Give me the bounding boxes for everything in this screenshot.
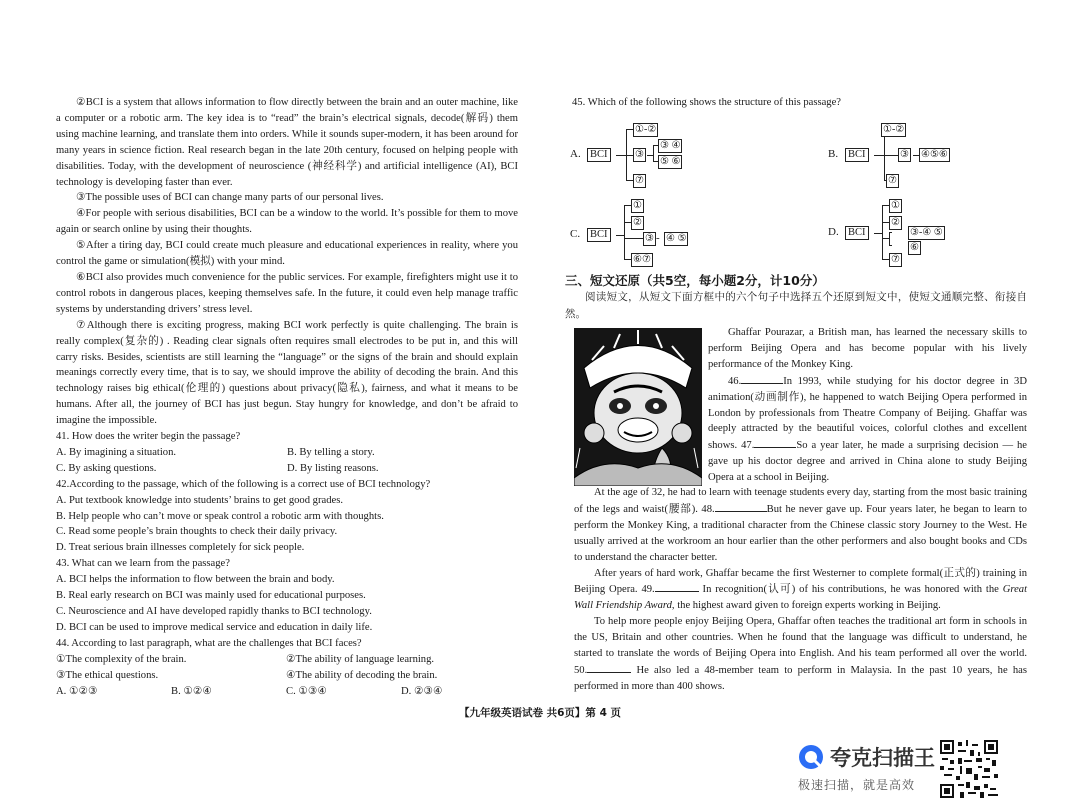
node-4-5-6: ④⑤⑥ (921, 149, 948, 160)
quark-logo-icon (798, 744, 824, 770)
paragraph-6: ⑥BCI also provides much convenience for the public services. For example, firefighters might use it to control robots in dangerous places, keeping themselves safe. In the future, it could even help manage traffic systems by understanding drivers’ stress level. (56, 271, 518, 315)
s3-paragraph-5b: He also led a 48-member team to perform in Malaysia. In the past 10 years, he has performed in more than 400 shows. (574, 664, 1027, 692)
q43-option-b[interactable]: B. Real early research on BCI was mainly used for educational purposes. (56, 590, 366, 602)
q45-label-c: C. (570, 228, 581, 240)
q41-options-row1 (56, 445, 518, 461)
page-footer: 【九年级英语试卷 共6页】第 4 页 (458, 707, 622, 719)
brand-slogan: 极速扫描，就是高效 (798, 778, 916, 792)
scanner-brand (798, 742, 938, 793)
q44-items-row1 (56, 652, 518, 668)
blank-47-label: 47. (741, 440, 755, 452)
blank-50-label: 50. (574, 664, 588, 676)
q41-options-row2 (56, 461, 518, 477)
passage-beside-image (708, 325, 1027, 486)
q44-option-b[interactable]: B. ①②④ (171, 685, 212, 697)
monkey-king-illustration (574, 328, 702, 486)
blank-48-label: 48. (701, 503, 715, 515)
right-column (572, 95, 1027, 111)
q42-option-a[interactable]: A. Put textbook knowledge into students’ brains to get good grades. (56, 494, 343, 506)
s3-paragraph-4a: After years of hard work, Ghaffar became the first Westerner to complete formal(正式的) training in Beijing Opera. (574, 567, 1027, 596)
node-2: ② (891, 217, 900, 228)
s3-paragraph-3 (574, 485, 1027, 566)
s3-paragraph-2b: So a year later, he made a surprising decision — he gave up his doctor degree and arrived in China alone to study Beijing Opera at a school in Beijing. (708, 440, 1028, 484)
q44-stem: 44. According to last paragraph, what are the challenges that BCI faces? (56, 637, 362, 649)
q45-label-a: A. (570, 148, 581, 160)
node-3: ③ (645, 233, 654, 244)
node-3-4: ③ ④ (660, 140, 681, 151)
section-3-instruction: 阅读短文，从短文下面方框中的六个句子中选择五个还原到短文中，使短文通顺完整、衔接自然。 (565, 290, 1027, 320)
q43-option-d[interactable]: D. BCI can be used to improve medical service and education in daily life. (56, 621, 373, 633)
s3-paragraph-5a: To help more people enjoy Beijing Opera, Ghaffar often teaches the traditional art form in schools in the US, Britain and other countries. When he found that the language was difficult to understand, he started to translate the words of Beijing Opera into English. And his team performed all over the world. (574, 616, 1027, 660)
paragraph-7: ⑦Although there is exciting progress, making BCI work perfectly is quite challenging. The brain is really complex(复杂的) . Reading clear signals often requires small electrodes to be put in, and this will carry risks. Besides, scientists are still learning the “language” or the signs of the brain and should explain meanings correctly every time, that is to say, we should improve the ability of decoding the brain. And this technology raises big ethical(伦理的) questions about privacy(隐私), fairness, and what it means to be humans. After all, the journey of BCI has just begun. Stay hungry for knowledge, and don’t be afraid to imagine the impossible. (56, 319, 518, 427)
q44-option-a[interactable]: A. ①②③ (56, 685, 98, 697)
bci-box: BCI (845, 226, 869, 240)
q42-option-b[interactable]: B. Help people who can’t move or speak control a robotic arm with thoughts. (56, 510, 384, 522)
node-6-7: ⑥⑦ (633, 254, 651, 265)
q45-label-b: B. (828, 148, 839, 160)
node-7: ⑦ (888, 175, 897, 186)
s3-paragraph-3a: At the age of 32, he had to learn with teenage students every day, starting from the most basic training of the legs and waist(腰部). (574, 487, 1027, 515)
node-2: ② (633, 217, 642, 228)
s3-paragraph-4 (574, 566, 1027, 615)
node-6: ⑥ (910, 242, 919, 253)
left-column (56, 95, 518, 699)
blank-48[interactable] (715, 501, 767, 512)
q44-item-1: ①The complexity of the brain. (56, 653, 187, 665)
q45-diagram-a[interactable] (570, 122, 720, 188)
blank-49[interactable] (655, 581, 699, 592)
node-1-2: ①-② (635, 124, 657, 135)
bci-box: BCI (845, 148, 869, 162)
q42-stem: 42.According to the passage, which of the following is a correct use of BCI technology? (56, 478, 431, 490)
node-7: ⑦ (635, 175, 644, 186)
q41-option-d[interactable]: D. By listing reasons. (287, 462, 379, 474)
node-5-6: ⑤ ⑥ (660, 156, 681, 167)
s3-paragraph-4c: , the highest award given to foreign experts working in Beijing. (671, 600, 941, 612)
blank-46-label: 46. (728, 375, 742, 387)
node-connector (889, 232, 892, 246)
q44-options (56, 684, 518, 700)
s3-paragraph-2a: In 1993, while studying for his doctor degree in 3D animation(动画制作), he happened to watch Beijing Opera performed in London by professionals from Theatre Company of Beijing. Ghaffar was deeply attracted by the beautiful voices, colorful clothes and excellent shows. (708, 375, 1027, 452)
node-dash: - (656, 232, 660, 244)
q44-item-4: ④The ability of decoding the brain. (286, 669, 438, 681)
node-7: ⑦ (891, 254, 900, 265)
q41-option-b[interactable]: B. By telling a story. (287, 446, 375, 458)
blank-47[interactable] (754, 437, 796, 448)
brand-name: 夸克扫描王 (830, 746, 935, 770)
s3-paragraph-2 (708, 373, 1027, 486)
q44-option-d[interactable]: D. ②③④ (401, 685, 443, 697)
q41-option-a[interactable]: A. By imagining a situation. (56, 446, 177, 458)
q44-option-c[interactable]: C. ①③④ (286, 685, 327, 697)
q45-diagram-c[interactable] (570, 198, 720, 266)
q41-stem: 41. How does the writer begin the passage? (56, 431, 241, 443)
node-3: ③ (635, 149, 644, 160)
paragraph-5: ⑤After a tiring day, BCI could create much pleasure and educational experiences in reality, where you control the game or simulation(模拟) with your mind. (56, 240, 518, 268)
q45-label-d: D. (828, 226, 839, 238)
q42-option-d[interactable]: D. Treat serious brain illnesses completely for sick people. (56, 542, 305, 554)
paragraph-3: ③The possible uses of BCI can change many parts of our personal lives. (76, 192, 384, 204)
section-3-header (565, 273, 1027, 323)
q43-option-a[interactable]: A. BCI helps the information to flow between the brain and body. (56, 574, 335, 586)
s3-paragraph-4b: In recognition(认可) of his contributions, he was honored with the (702, 584, 999, 596)
blank-46[interactable] (741, 373, 783, 384)
node-3: ③ (900, 149, 909, 160)
node-1: ① (891, 200, 900, 211)
q43-stem: 43. What can we learn from the passage? (56, 558, 230, 570)
node-4-5: ④ ⑤ (666, 233, 687, 244)
passage-below-image (574, 485, 1027, 695)
paragraph-4: ④For people with serious disabilities, BCI can be a window to the world. It’s possible for them to move again or search online by using their thoughts. (56, 208, 518, 236)
node-3-4-5: ③-④ ⑤ (910, 227, 943, 238)
s3-paragraph-5 (574, 614, 1027, 695)
award-name: Great Wall Friendship Award (574, 584, 1028, 612)
s3-paragraph-3b: But he never gave up. Four years later, he began to learn to perform the Monkey King, a traditional character from the Chinese classic story Journey to the West. He usually arrived at the workroom an hour earlier than the other performers and also bought books and CDs to understand the character better. (574, 503, 1027, 563)
q44-item-3: ③The ethical questions. (56, 669, 159, 681)
node-1-2: ①-② (883, 124, 905, 135)
blank-50[interactable] (587, 662, 631, 673)
q44-item-2: ②The ability of language learning. (286, 653, 435, 665)
qr-code-icon (940, 740, 998, 798)
q45-stem: 45. Which of the following shows the structure of this passage? (572, 97, 842, 108)
q42-option-c[interactable]: C. Read some people’s brain thoughts to check their daily privacy. (56, 526, 338, 538)
section-3-title: 三、短文还原（共5空，每小题2分，计10分） (565, 273, 825, 288)
q45-diagram-d[interactable] (828, 198, 978, 266)
blank-49-label: 49. (641, 584, 655, 596)
s3-paragraph-1: Ghaffar Pourazar, a British man, has learned the necessary skills to perform Beijing Opera and has become popular with his lively performance of the Monkey King. (708, 327, 1027, 370)
q43-option-c[interactable]: C. Neuroscience and AI have developed rapidly thanks to BCI technology. (56, 606, 372, 617)
bci-box: BCI (587, 148, 611, 162)
paragraph-2: ②BCI is a system that allows information to flow directly between the brain and an outer machine, like a computer or a robotic arm. The key idea is to “read” the brain’s electrical signals, decode(解码) them using machine learning, and translate them into orders. While it sounds super-modern, it has been around for many years in science fiction. Real research began in the late 20th century, focused on helping people with disabilities. Today, with the development of neuroscience (神经科学) and artificial intelligence (AI), BCI technology is developing faster than ever. (56, 97, 518, 188)
bci-box: BCI (587, 228, 611, 242)
q41-option-c[interactable]: C. By asking questions. (56, 462, 157, 474)
node-1: ① (633, 200, 642, 211)
q45-diagram-b[interactable] (828, 122, 978, 188)
monkey-king-drawing (574, 328, 702, 486)
q44-items-row2 (56, 668, 518, 684)
